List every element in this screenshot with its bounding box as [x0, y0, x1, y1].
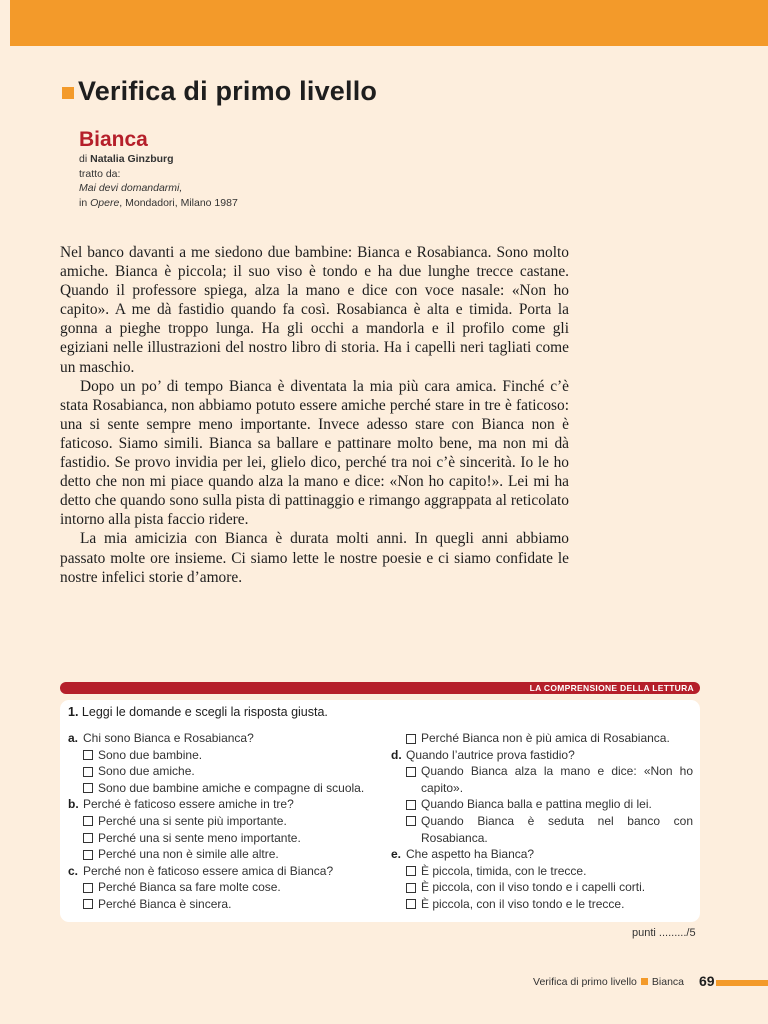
page-number: 69 — [699, 973, 715, 989]
option-d1[interactable]: Quando Bianca alza la mano e dice: «Non ho capito». — [391, 763, 693, 796]
story-metadata — [79, 152, 238, 210]
source-intro: tratto da: — [79, 167, 121, 180]
footer-orange-bar — [716, 980, 768, 986]
checkbox[interactable] — [406, 883, 416, 893]
question-e: e. Che aspetto ha Bianca? — [391, 847, 535, 862]
option-a3[interactable]: Sono due bambine amiche e compagne di scuola. — [68, 780, 380, 797]
orange-square-bullet — [62, 87, 74, 99]
checkbox[interactable] — [83, 750, 93, 760]
checkbox[interactable] — [83, 783, 93, 793]
option-d2[interactable]: Quando Bianca balla e pattina meglio di lei. — [391, 796, 693, 813]
question-b: b. Perché è faticoso essere amiche in tre? — [68, 797, 294, 812]
section-header-bar: LA COMPRENSIONE DELLA LETTURA — [60, 682, 700, 694]
story-text — [60, 243, 569, 587]
checkbox[interactable] — [406, 816, 416, 826]
option-c1[interactable]: Perché Bianca sa fare molte cose. — [68, 879, 380, 896]
checkbox[interactable] — [406, 866, 416, 876]
book-title: Mai devi domandarmi, — [79, 182, 183, 195]
paragraph-2: Dopo un po’ di tempo Bianca è diventata la mia più cara amica. Finché c’è stata Rosabianca, non abbiamo potuto essere amiche perché stare in tre è faticoso: una si sente sempre meno importante. Invece adesso stare con Bianca non è faticoso. Siamo simili. Bianca sa ballare e pattinare molto bene, ma non mi dà fastidio. Se provo invidia per lei, glielo dico, perché tra noi c’è sincerità. Io le ho detto che non mi piace quando alza la mano e dice: «Non ho capito!». Lei mi ha detto che quando sono sulla pista di pattinaggio e rimango aggrappata al reticolato intorno alla pista faccio ridere. — [60, 377, 569, 529]
checkbox[interactable] — [406, 734, 416, 744]
option-c3[interactable]: Perché Bianca non è più amica di Rosabianca. — [391, 730, 693, 747]
option-e1[interactable]: È piccola, timida, con le trecce. — [391, 863, 693, 880]
checkbox[interactable] — [406, 899, 416, 909]
checkbox[interactable] — [406, 767, 416, 777]
option-b2[interactable]: Perché una si sente meno importante. — [68, 830, 380, 847]
option-b1[interactable]: Perché una si sente più importante. — [68, 813, 380, 830]
questions-left-column — [68, 730, 380, 913]
checkbox[interactable] — [406, 800, 416, 810]
footer-section-title: Verifica di primo livello — [533, 976, 637, 988]
question-d: d. Quando l’autrice prova fastidio? — [391, 747, 575, 762]
checkbox[interactable] — [83, 899, 93, 909]
checkbox[interactable] — [83, 767, 93, 777]
footer-orange-square — [641, 978, 648, 985]
score-field: punti ........./5 — [632, 927, 696, 939]
option-a2[interactable]: Sono due amiche. — [68, 763, 380, 780]
author-name: Natalia Ginzburg — [90, 153, 174, 165]
option-e3[interactable]: È piccola, con il viso tondo e le trecce. — [391, 896, 693, 913]
option-e2[interactable]: È piccola, con il viso tondo e i capelli corti. — [391, 879, 693, 896]
top-orange-bar — [10, 0, 768, 46]
page-title: Verifica di primo livello — [62, 76, 377, 107]
checkbox[interactable] — [83, 816, 93, 826]
paragraph-3: La mia amicizia con Bianca è durata molti anni. In quegli anni abbiamo passato molte ore insieme. Ci siamo lette le nostre poesie e ci siamo confidate le nostre infelici storie d’amore. — [60, 530, 569, 586]
question-c: c. Perché non è faticoso essere amica di Bianca? — [68, 863, 334, 878]
exercise-instruction: 1. Leggi le domande e scegli la risposta giusta. — [68, 705, 328, 719]
checkbox[interactable] — [83, 833, 93, 843]
author-line: di Natalia Ginzburg — [79, 153, 174, 165]
checkbox[interactable] — [83, 850, 93, 860]
option-b3[interactable]: Perché una non è simile alle altre. — [68, 846, 380, 863]
story-title: Bianca — [79, 128, 148, 151]
footer-chapter: Bianca — [651, 976, 684, 988]
option-d3[interactable]: Quando Bianca è seduta nel banco con Rosabianca. — [391, 813, 693, 846]
publication-line: in Opere, Mondadori, Milano 1987 — [79, 196, 238, 209]
page-footer — [0, 973, 768, 991]
option-a1[interactable]: Sono due bambine. — [68, 747, 380, 764]
checkbox[interactable] — [83, 883, 93, 893]
question-a: a. Chi sono Bianca e Rosabianca? — [68, 731, 254, 745]
paragraph-1: Nel banco davanti a me siedono due bambine: Bianca e Rosabianca. Sono molto amiche. Bianca è piccola; il suo viso è tondo e ha due lunghe trecce castane. Quando il professore spiega, alza la mano e dice con voce nasale: «Non ho capito». A me dà fastidio quando fa così. Rosabianca è alta e timida. Porta la gonna a pieghe troppo lunga. Ha gli occhi a mandorla e il profilo come gli egiziani nelle illustrazioni del nostro libro di storia. Ha i capelli neri tagliati come un maschio. — [60, 244, 569, 376]
questions-right-column — [391, 730, 693, 913]
option-c2[interactable]: Perché Bianca è sincera. — [68, 896, 380, 913]
comprehension-exercise — [60, 700, 700, 922]
